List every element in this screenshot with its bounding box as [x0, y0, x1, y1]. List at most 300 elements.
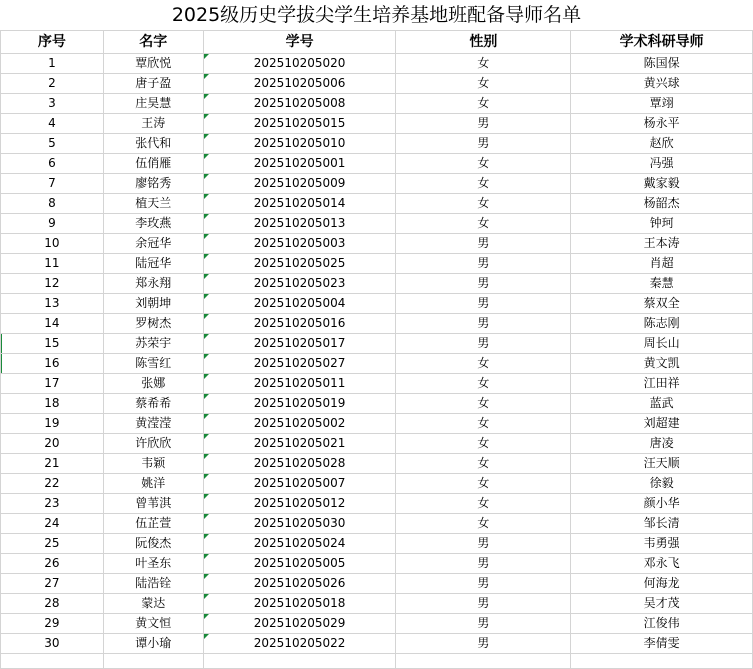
cell-name[interactable]: [103, 434, 203, 454]
cell-advisor-text: 覃翊: [649, 96, 674, 110]
cell-gender-text: 女: [477, 96, 490, 110]
cell-seq[interactable]: [1, 254, 104, 274]
cell-seq[interactable]: [1, 154, 104, 174]
cell-student-id-text: 202510205015: [253, 116, 346, 130]
cell-student-id[interactable]: [203, 114, 396, 134]
cell-student-id[interactable]: [203, 434, 396, 454]
cell-name-text: 张娜: [141, 376, 166, 390]
table-row: [1, 194, 753, 214]
cell-seq[interactable]: [1, 334, 104, 354]
cell-seq-text: 6: [48, 156, 56, 170]
cell-gender-text: 女: [477, 56, 490, 70]
cell-student-id[interactable]: [203, 554, 396, 574]
table-row: [1, 134, 753, 154]
cell-advisor[interactable]: [571, 494, 753, 514]
cell-seq-text: 3: [48, 96, 56, 110]
cell-gender[interactable]: [396, 474, 571, 494]
empty-cell[interactable]: [1, 654, 104, 669]
cell-student-id[interactable]: [203, 174, 396, 194]
cell-gender[interactable]: [396, 154, 571, 174]
header-name[interactable]: 名字: [103, 31, 203, 54]
cell-seq-text: 27: [44, 576, 60, 590]
cell-advisor[interactable]: [571, 214, 753, 234]
table-row: [1, 414, 753, 434]
cell-seq[interactable]: [1, 594, 104, 614]
cell-seq[interactable]: [1, 374, 104, 394]
table-row: [1, 434, 753, 454]
cell-name[interactable]: [103, 234, 203, 254]
cell-seq-text: 17: [44, 376, 60, 390]
text-number-warning-icon: [204, 514, 209, 519]
cell-advisor-text: 秦慧: [649, 276, 674, 290]
cell-student-id[interactable]: [203, 94, 396, 114]
cell-advisor-text: 何海龙: [643, 576, 680, 590]
cell-seq[interactable]: [1, 214, 104, 234]
table-row: [1, 334, 753, 354]
cell-advisor[interactable]: [571, 594, 753, 614]
cell-gender[interactable]: [396, 634, 571, 654]
cell-seq[interactable]: [1, 354, 104, 374]
cell-seq[interactable]: [1, 474, 104, 494]
table-row: [1, 454, 753, 474]
cell-name-text: 叶圣东: [135, 556, 172, 570]
cell-gender-text: 女: [477, 456, 490, 470]
cell-gender[interactable]: [396, 254, 571, 274]
text-number-warning-icon: [204, 334, 209, 339]
sheet-title[interactable]: 2025级历史学拔尖学生培养基地班配备导师名单: [1, 0, 753, 31]
header-gender[interactable]: 性别: [396, 31, 571, 54]
cell-seq-text: 28: [44, 596, 60, 610]
cell-advisor[interactable]: [571, 274, 753, 294]
cell-seq-text: 30: [44, 636, 60, 650]
cell-seq[interactable]: [1, 634, 104, 654]
text-number-warning-icon: [204, 394, 209, 399]
cell-name-text: 伍俏雁: [135, 156, 172, 170]
cell-seq[interactable]: [1, 454, 104, 474]
cell-advisor-text: 肖超: [649, 256, 674, 270]
empty-cell[interactable]: [103, 654, 203, 669]
cell-seq[interactable]: [1, 194, 104, 214]
cell-seq[interactable]: [1, 54, 104, 74]
cell-name[interactable]: [103, 254, 203, 274]
cell-gender[interactable]: [396, 274, 571, 294]
cell-advisor-text: 赵欣: [649, 136, 674, 150]
cell-gender-text: 男: [477, 296, 490, 310]
cell-name[interactable]: [103, 194, 203, 214]
cell-name-text: 许欣欣: [135, 436, 172, 450]
cell-gender[interactable]: [396, 554, 571, 574]
table-row: [1, 374, 753, 394]
cell-advisor-text: 陈国保: [643, 56, 680, 70]
cell-student-id[interactable]: [203, 54, 396, 74]
cell-student-id[interactable]: [203, 614, 396, 634]
text-number-warning-icon: [204, 434, 209, 439]
text-number-warning-icon: [204, 354, 209, 359]
cell-name[interactable]: [103, 334, 203, 354]
table-row: [1, 634, 753, 654]
cell-gender[interactable]: [396, 174, 571, 194]
cell-gender[interactable]: [396, 54, 571, 74]
cell-name[interactable]: [103, 54, 203, 74]
cell-student-id[interactable]: [203, 514, 396, 534]
cell-student-id[interactable]: [203, 334, 396, 354]
cell-student-id[interactable]: [203, 214, 396, 234]
cell-advisor[interactable]: [571, 394, 753, 414]
cell-advisor[interactable]: [571, 94, 753, 114]
cell-student-id[interactable]: [203, 394, 396, 414]
cell-student-id[interactable]: [203, 134, 396, 154]
cell-gender[interactable]: [396, 514, 571, 534]
cell-gender-text: 男: [477, 636, 490, 650]
cell-name[interactable]: [103, 134, 203, 154]
table-row: [1, 354, 753, 374]
cell-student-id[interactable]: [203, 494, 396, 514]
cell-student-id-text: 202510205002: [253, 416, 346, 430]
cell-name-text: 韦颖: [141, 456, 166, 470]
cell-name-text: 黄文恒: [135, 616, 172, 630]
cell-name[interactable]: [103, 634, 203, 654]
cell-gender-text: 女: [477, 356, 490, 370]
cell-advisor-text: 周长山: [643, 336, 680, 350]
header-student-id[interactable]: 学号: [203, 31, 396, 54]
cell-student-id-text: 202510205028: [253, 456, 346, 470]
cell-gender-text: 女: [477, 156, 490, 170]
cell-gender[interactable]: [396, 114, 571, 134]
cell-advisor[interactable]: [571, 194, 753, 214]
cell-name-text: 陈雪红: [135, 356, 172, 370]
cell-gender-text: 男: [477, 336, 490, 350]
cell-seq-text: 1: [48, 56, 56, 70]
cell-advisor[interactable]: [571, 454, 753, 474]
cell-advisor[interactable]: [571, 134, 753, 154]
cell-gender[interactable]: [396, 394, 571, 414]
cell-seq-text: 20: [44, 436, 60, 450]
cell-name[interactable]: [103, 214, 203, 234]
cell-seq-text: 11: [44, 256, 60, 270]
text-number-warning-icon: [204, 474, 209, 479]
cell-advisor[interactable]: [571, 114, 753, 134]
cell-name-text: 罗树杰: [135, 316, 172, 330]
cell-seq-text: 7: [48, 176, 56, 190]
cell-advisor-text: 江俊伟: [643, 616, 680, 630]
cell-advisor[interactable]: [571, 474, 753, 494]
cell-name[interactable]: [103, 554, 203, 574]
cell-seq-text: 5: [48, 136, 56, 150]
cell-student-id-text: 202510205003: [253, 236, 346, 250]
cell-seq[interactable]: [1, 614, 104, 634]
table-row: [1, 574, 753, 594]
cell-name-text: 植天兰: [135, 196, 172, 210]
cell-seq[interactable]: [1, 414, 104, 434]
cell-seq[interactable]: [1, 74, 104, 94]
cell-gender-text: 男: [477, 256, 490, 270]
cell-seq-text: 16: [44, 356, 60, 370]
cell-seq-text: 22: [44, 476, 60, 490]
table-row: [1, 214, 753, 234]
text-number-warning-icon: [204, 74, 209, 79]
cell-seq-text: 14: [44, 316, 60, 330]
cell-gender[interactable]: [396, 234, 571, 254]
cell-advisor[interactable]: [571, 434, 753, 454]
cell-gender[interactable]: [396, 454, 571, 474]
cell-gender[interactable]: [396, 94, 571, 114]
cell-gender[interactable]: [396, 134, 571, 154]
cell-advisor-text: 邓永飞: [643, 556, 680, 570]
cell-name[interactable]: [103, 494, 203, 514]
cell-advisor[interactable]: [571, 354, 753, 374]
text-number-warning-icon: [204, 374, 209, 379]
cell-name[interactable]: [103, 294, 203, 314]
cell-name[interactable]: [103, 594, 203, 614]
cell-name-text: 蔡希希: [135, 396, 172, 410]
cell-name-text: 郑永翔: [135, 276, 172, 290]
cell-seq[interactable]: [1, 534, 104, 554]
cell-student-id[interactable]: [203, 534, 396, 554]
cell-student-id-text: 202510205014: [253, 196, 346, 210]
cell-name[interactable]: [103, 114, 203, 134]
cell-gender-text: 男: [477, 616, 490, 630]
cell-advisor-text: 杨永平: [643, 116, 680, 130]
header-seq[interactable]: 序号: [1, 31, 104, 54]
cell-gender[interactable]: [396, 534, 571, 554]
cell-gender[interactable]: [396, 374, 571, 394]
table-row: [1, 114, 753, 134]
cell-gender[interactable]: [396, 574, 571, 594]
cell-gender-text: 女: [477, 216, 490, 230]
cell-advisor[interactable]: [571, 534, 753, 554]
cell-name-text: 张代和: [135, 136, 172, 150]
cell-student-id[interactable]: [203, 454, 396, 474]
cell-advisor-text: 徐毅: [649, 476, 674, 490]
cell-name[interactable]: [103, 154, 203, 174]
cell-seq-text: 9: [48, 216, 56, 230]
cell-gender[interactable]: [396, 214, 571, 234]
table-row: [1, 514, 753, 534]
cell-student-id[interactable]: [203, 354, 396, 374]
cell-name[interactable]: [103, 394, 203, 414]
cell-seq[interactable]: [1, 134, 104, 154]
cell-gender-text: 女: [477, 436, 490, 450]
text-number-warning-icon: [204, 234, 209, 239]
cell-seq-text: 2: [48, 76, 56, 90]
cell-name[interactable]: [103, 74, 203, 94]
cell-seq[interactable]: [1, 174, 104, 194]
cell-gender[interactable]: [396, 494, 571, 514]
cell-student-id[interactable]: [203, 294, 396, 314]
cell-advisor[interactable]: [571, 554, 753, 574]
cell-student-id-text: 202510205024: [253, 536, 346, 550]
text-number-warning-icon: [204, 414, 209, 419]
cell-student-id[interactable]: [203, 634, 396, 654]
text-number-warning-icon: [204, 614, 209, 619]
cell-seq[interactable]: [1, 94, 104, 114]
cell-name-text: 李玫燕: [135, 216, 172, 230]
cell-gender[interactable]: [396, 414, 571, 434]
cell-student-id[interactable]: [203, 374, 396, 394]
cell-gender[interactable]: [396, 434, 571, 454]
cell-gender[interactable]: [396, 194, 571, 214]
cell-seq-text: 19: [44, 416, 60, 430]
cell-advisor[interactable]: [571, 514, 753, 534]
cell-student-id[interactable]: [203, 474, 396, 494]
table-row: [1, 594, 753, 614]
header-row: [1, 31, 753, 54]
cell-student-id[interactable]: [203, 314, 396, 334]
cell-seq[interactable]: [1, 574, 104, 594]
cell-student-id-text: 202510205030: [253, 516, 346, 530]
cell-name[interactable]: [103, 374, 203, 394]
header-advisor[interactable]: 学术科研导师: [571, 31, 753, 54]
cell-student-id-text: 202510205007: [253, 476, 346, 490]
cell-name[interactable]: [103, 414, 203, 434]
cell-advisor[interactable]: [571, 334, 753, 354]
cell-student-id[interactable]: [203, 154, 396, 174]
table-row: [1, 154, 753, 174]
cell-name[interactable]: [103, 574, 203, 594]
cell-name-text: 余冠华: [135, 236, 172, 250]
cell-student-id-text: 202510205018: [253, 596, 346, 610]
cell-student-id-text: 202510205006: [253, 76, 346, 90]
cell-seq[interactable]: [1, 434, 104, 454]
cell-name-text: 陆浩铨: [135, 576, 172, 590]
cell-gender-text: 男: [477, 556, 490, 570]
cell-gender-text: 女: [477, 476, 490, 490]
cell-student-id[interactable]: [203, 234, 396, 254]
cell-name[interactable]: [103, 354, 203, 374]
table-row: [1, 174, 753, 194]
cell-advisor-text: 吴才茂: [643, 596, 680, 610]
cell-advisor-text: 王本涛: [643, 236, 680, 250]
cell-advisor-text: 唐凌: [649, 436, 674, 450]
cell-advisor[interactable]: [571, 54, 753, 74]
cell-advisor[interactable]: [571, 254, 753, 274]
text-number-warning-icon: [204, 554, 209, 559]
cell-advisor[interactable]: [571, 574, 753, 594]
empty-cell[interactable]: [571, 654, 753, 669]
cell-student-id[interactable]: [203, 274, 396, 294]
cell-advisor[interactable]: [571, 634, 753, 654]
cell-advisor-text: 邹长清: [643, 516, 680, 530]
cell-gender[interactable]: [396, 314, 571, 334]
cell-seq[interactable]: [1, 394, 104, 414]
cell-student-id-text: 202510205016: [253, 316, 346, 330]
empty-cell[interactable]: [203, 654, 396, 669]
text-number-warning-icon: [204, 174, 209, 179]
cell-advisor[interactable]: [571, 74, 753, 94]
cell-gender-text: 女: [477, 496, 490, 510]
cell-name[interactable]: [103, 534, 203, 554]
cell-advisor[interactable]: [571, 614, 753, 634]
cell-seq[interactable]: [1, 274, 104, 294]
cell-name[interactable]: [103, 454, 203, 474]
cell-advisor[interactable]: [571, 234, 753, 254]
cell-student-id-text: 202510205005: [253, 556, 346, 570]
cell-student-id[interactable]: [203, 594, 396, 614]
cell-name[interactable]: [103, 274, 203, 294]
cell-student-id-text: 202510205027: [253, 356, 346, 370]
cell-advisor[interactable]: [571, 414, 753, 434]
title-row: [1, 0, 753, 31]
cell-student-id[interactable]: [203, 414, 396, 434]
cell-student-id-text: 202510205029: [253, 616, 346, 630]
cell-gender-text: 男: [477, 116, 490, 130]
cell-seq[interactable]: [1, 494, 104, 514]
cell-name-text: 谭小瑜: [135, 636, 172, 650]
cell-name-text: 阮俊杰: [135, 536, 172, 550]
cell-gender[interactable]: [396, 594, 571, 614]
cell-seq-text: 15: [44, 336, 60, 350]
cell-gender[interactable]: [396, 294, 571, 314]
cell-student-id-text: 202510205025: [253, 256, 346, 270]
cell-name[interactable]: [103, 94, 203, 114]
cell-advisor-text: 黄文凯: [643, 356, 680, 370]
cell-seq-text: 24: [44, 516, 60, 530]
cell-seq[interactable]: [1, 294, 104, 314]
cell-seq[interactable]: [1, 114, 104, 134]
text-number-warning-icon: [204, 314, 209, 319]
cell-gender[interactable]: [396, 74, 571, 94]
cell-advisor[interactable]: [571, 374, 753, 394]
cell-name[interactable]: [103, 514, 203, 534]
table-row: [1, 74, 753, 94]
cell-seq-text: 26: [44, 556, 60, 570]
cell-advisor-text: 韦勇强: [643, 536, 680, 550]
table-row: [1, 254, 753, 274]
cell-gender[interactable]: [396, 614, 571, 634]
empty-cell[interactable]: [396, 654, 571, 669]
cell-name-text: 姚洋: [141, 476, 166, 490]
cell-name-text: 唐子盈: [135, 76, 172, 90]
cell-student-id-text: 202510205001: [253, 156, 346, 170]
cell-seq-text: 21: [44, 456, 60, 470]
cell-gender-text: 男: [477, 236, 490, 250]
table-row: [1, 94, 753, 114]
cell-student-id-text: 202510205017: [253, 336, 346, 350]
cell-name[interactable]: [103, 474, 203, 494]
cell-student-id-text: 202510205023: [253, 276, 346, 290]
cell-name[interactable]: [103, 614, 203, 634]
cell-name[interactable]: [103, 174, 203, 194]
cell-gender[interactable]: [396, 354, 571, 374]
cell-name[interactable]: [103, 314, 203, 334]
cell-advisor[interactable]: [571, 174, 753, 194]
cell-advisor[interactable]: [571, 314, 753, 334]
cell-gender-text: 女: [477, 176, 490, 190]
cell-advisor-text: 戴家毅: [643, 176, 680, 190]
cell-seq-text: 25: [44, 536, 60, 550]
table-row: [1, 54, 753, 74]
cell-student-id[interactable]: [203, 194, 396, 214]
cell-gender-text: 女: [477, 416, 490, 430]
cell-advisor[interactable]: [571, 154, 753, 174]
cell-seq[interactable]: [1, 514, 104, 534]
cell-advisor[interactable]: [571, 294, 753, 314]
cell-gender[interactable]: [396, 334, 571, 354]
cell-gender-text: 女: [477, 76, 490, 90]
cell-student-id[interactable]: [203, 574, 396, 594]
cell-gender-text: 女: [477, 196, 490, 210]
cell-seq[interactable]: [1, 554, 104, 574]
cell-gender-text: 女: [477, 376, 490, 390]
cell-student-id[interactable]: [203, 254, 396, 274]
cell-seq[interactable]: [1, 314, 104, 334]
cell-name-text: 廖铭秀: [135, 176, 172, 190]
text-number-warning-icon: [204, 114, 209, 119]
cell-seq[interactable]: [1, 234, 104, 254]
cell-advisor-text: 李倩雯: [643, 636, 680, 650]
cell-student-id[interactable]: [203, 74, 396, 94]
cell-student-id-text: 202510205026: [253, 576, 346, 590]
